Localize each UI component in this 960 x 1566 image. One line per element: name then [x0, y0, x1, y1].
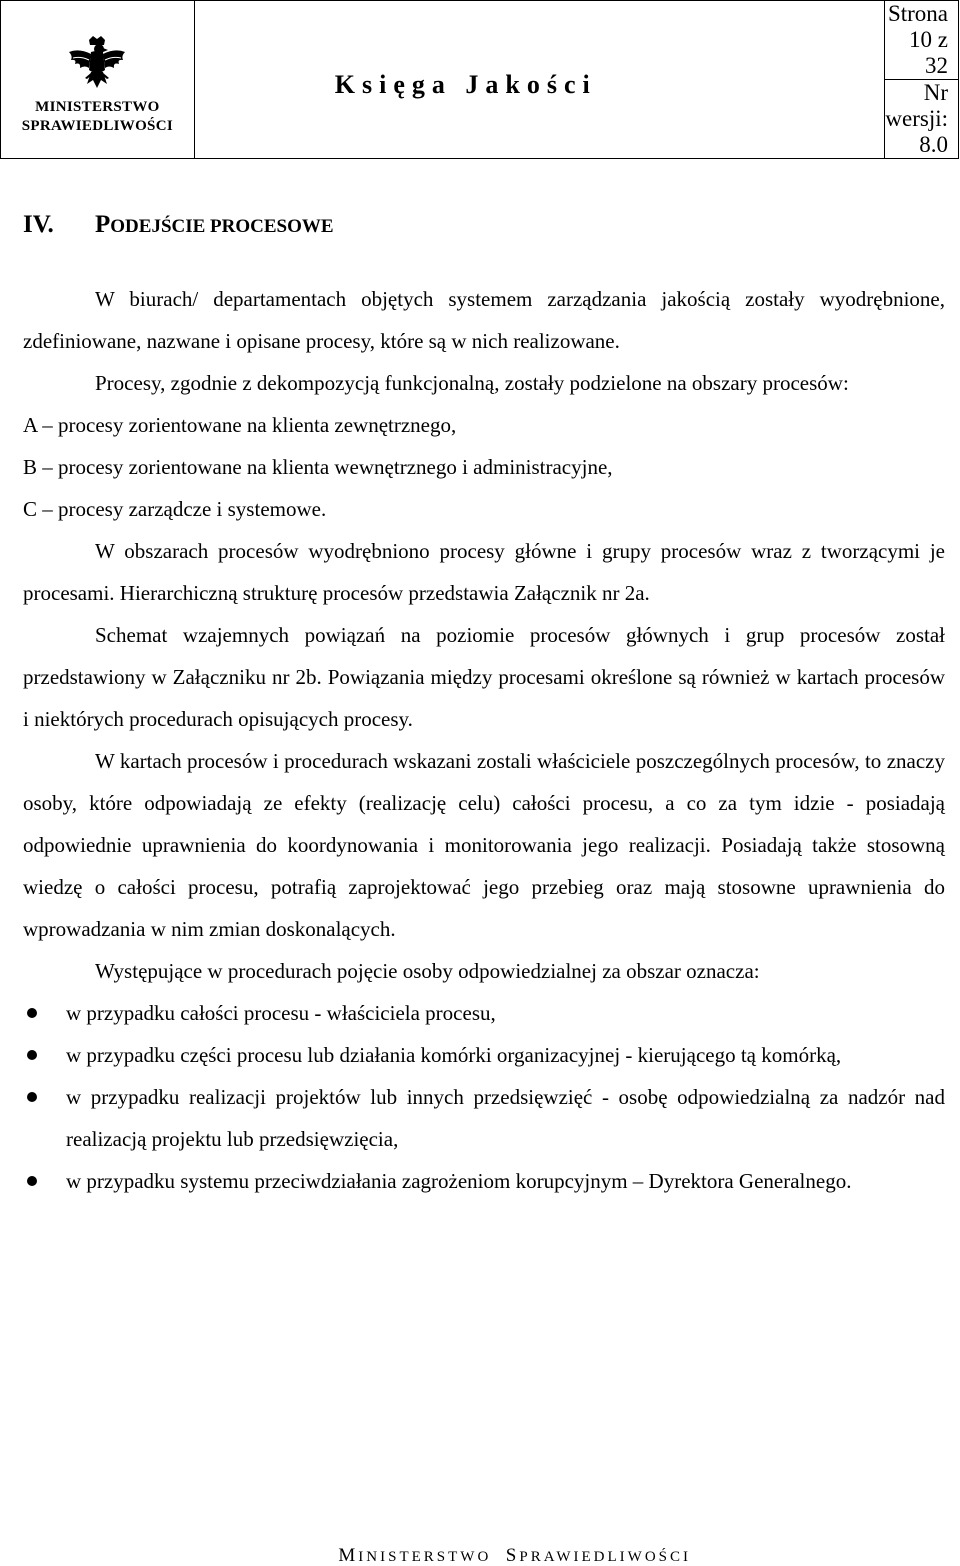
footer-initial-m: M: [338, 1545, 359, 1566]
list-item: w przypadku realizacji projektów lub innych przedsięwzięć - osobę odpowiedzialną za nadzór nad realizacją projektu lub przedsięwzięcia,: [23, 1076, 945, 1160]
section-title-rest: ODEJŚCIE PROCESOWE: [110, 216, 334, 237]
area-c: C – procesy zarządcze i systemowe.: [23, 497, 327, 521]
paragraph-responsible: Występujące w procedurach pojęcie osoby odpowiedzialnej za obszar oznacza:: [95, 959, 760, 983]
polish-eagle-emblem-icon: [65, 34, 129, 94]
section-number: IV.: [23, 211, 54, 238]
section-title-initial: P: [95, 211, 111, 238]
document-title: Księga Jakości: [194, 1, 885, 159]
footer-word-2-rest: PRAWIEDLIWOŚCI: [519, 1549, 691, 1565]
document-header: [0, 0, 959, 159]
bullet-icon: [27, 1008, 37, 1018]
list-item: w przypadku części procesu lub działania komórki organizacyjnej - kierującego tą komórką,: [23, 1034, 945, 1076]
paragraph-structure: W obszarach procesów wyodrębniono procesy główne i grupy procesów wraz z tworzącymi je procesami. Hierarchiczną strukturę procesów przedstawia Załącznik nr 2a.: [23, 539, 945, 605]
bullet-icon: [27, 1176, 37, 1186]
ministry-name-line2: SPRAWIEDLIWOŚCI: [21, 117, 173, 134]
area-b: B – procesy zorientowane na klienta wewnętrznego i administracyjne,: [23, 455, 613, 479]
responsible-person-list: [23, 992, 945, 1202]
version-number: Nr wersji: 8.0: [885, 80, 959, 159]
document-body: [23, 196, 945, 1202]
paragraph-relations: Schemat wzajemnych powiązań na poziomie procesów głównych i grup procesów został przedstawiony w Załączniku nr 2b. Powiązania między procesami określone są również w kartach procesów i niektórych procedurach opisujących procesy.: [23, 623, 945, 731]
bullet-icon: [27, 1050, 37, 1060]
list-item: w przypadku całości procesu - właściciela procesu,: [23, 992, 945, 1034]
footer-initial-s: S: [505, 1545, 520, 1566]
section-heading: [23, 196, 945, 254]
paragraph-owners: W kartach procesów i procedurach wskazani zostali właściciele poszczególnych procesów, to znaczy osoby, które odpowiadają ze efekty (realizację celu) całości procesu, a co za tym idzie - posiadają odpowiednie uprawnienia do koordynowania i monitorowania jego realizacji. Posiadają także stosowną wiedzę o całości procesu, potrafią zaprojektować jego przebieg oraz mają stosowne uprawnienia do wprowadzania w nim zmian doskonalących.: [23, 749, 945, 941]
ministry-logo-cell: [1, 1, 195, 159]
paragraph-areas: Procesy, zgodnie z dekompozycją funkcjonalną, zostały podzielone na obszary procesów:: [95, 371, 849, 395]
page-number: Strona 10 z 32: [885, 1, 959, 80]
document-footer: [0, 1547, 960, 1566]
ministry-name-line1: MINISTERSTWO: [35, 98, 160, 115]
bullet-icon: [27, 1092, 37, 1102]
footer-word-1-rest: INISTERSTWO: [358, 1549, 492, 1565]
list-item: w przypadku systemu przeciwdziałania zagrożeniom korupcyjnym – Dyrektora Generalnego.: [23, 1160, 945, 1202]
paragraph-intro: W biurach/ departamentach objętych systemem zarządzania jakością zostały wyodrębnione, zdefiniowane, nazwane i opisane procesy, które są w nich realizowane.: [23, 287, 945, 353]
area-a: A – procesy zorientowane na klienta zewnętrznego,: [23, 413, 457, 437]
